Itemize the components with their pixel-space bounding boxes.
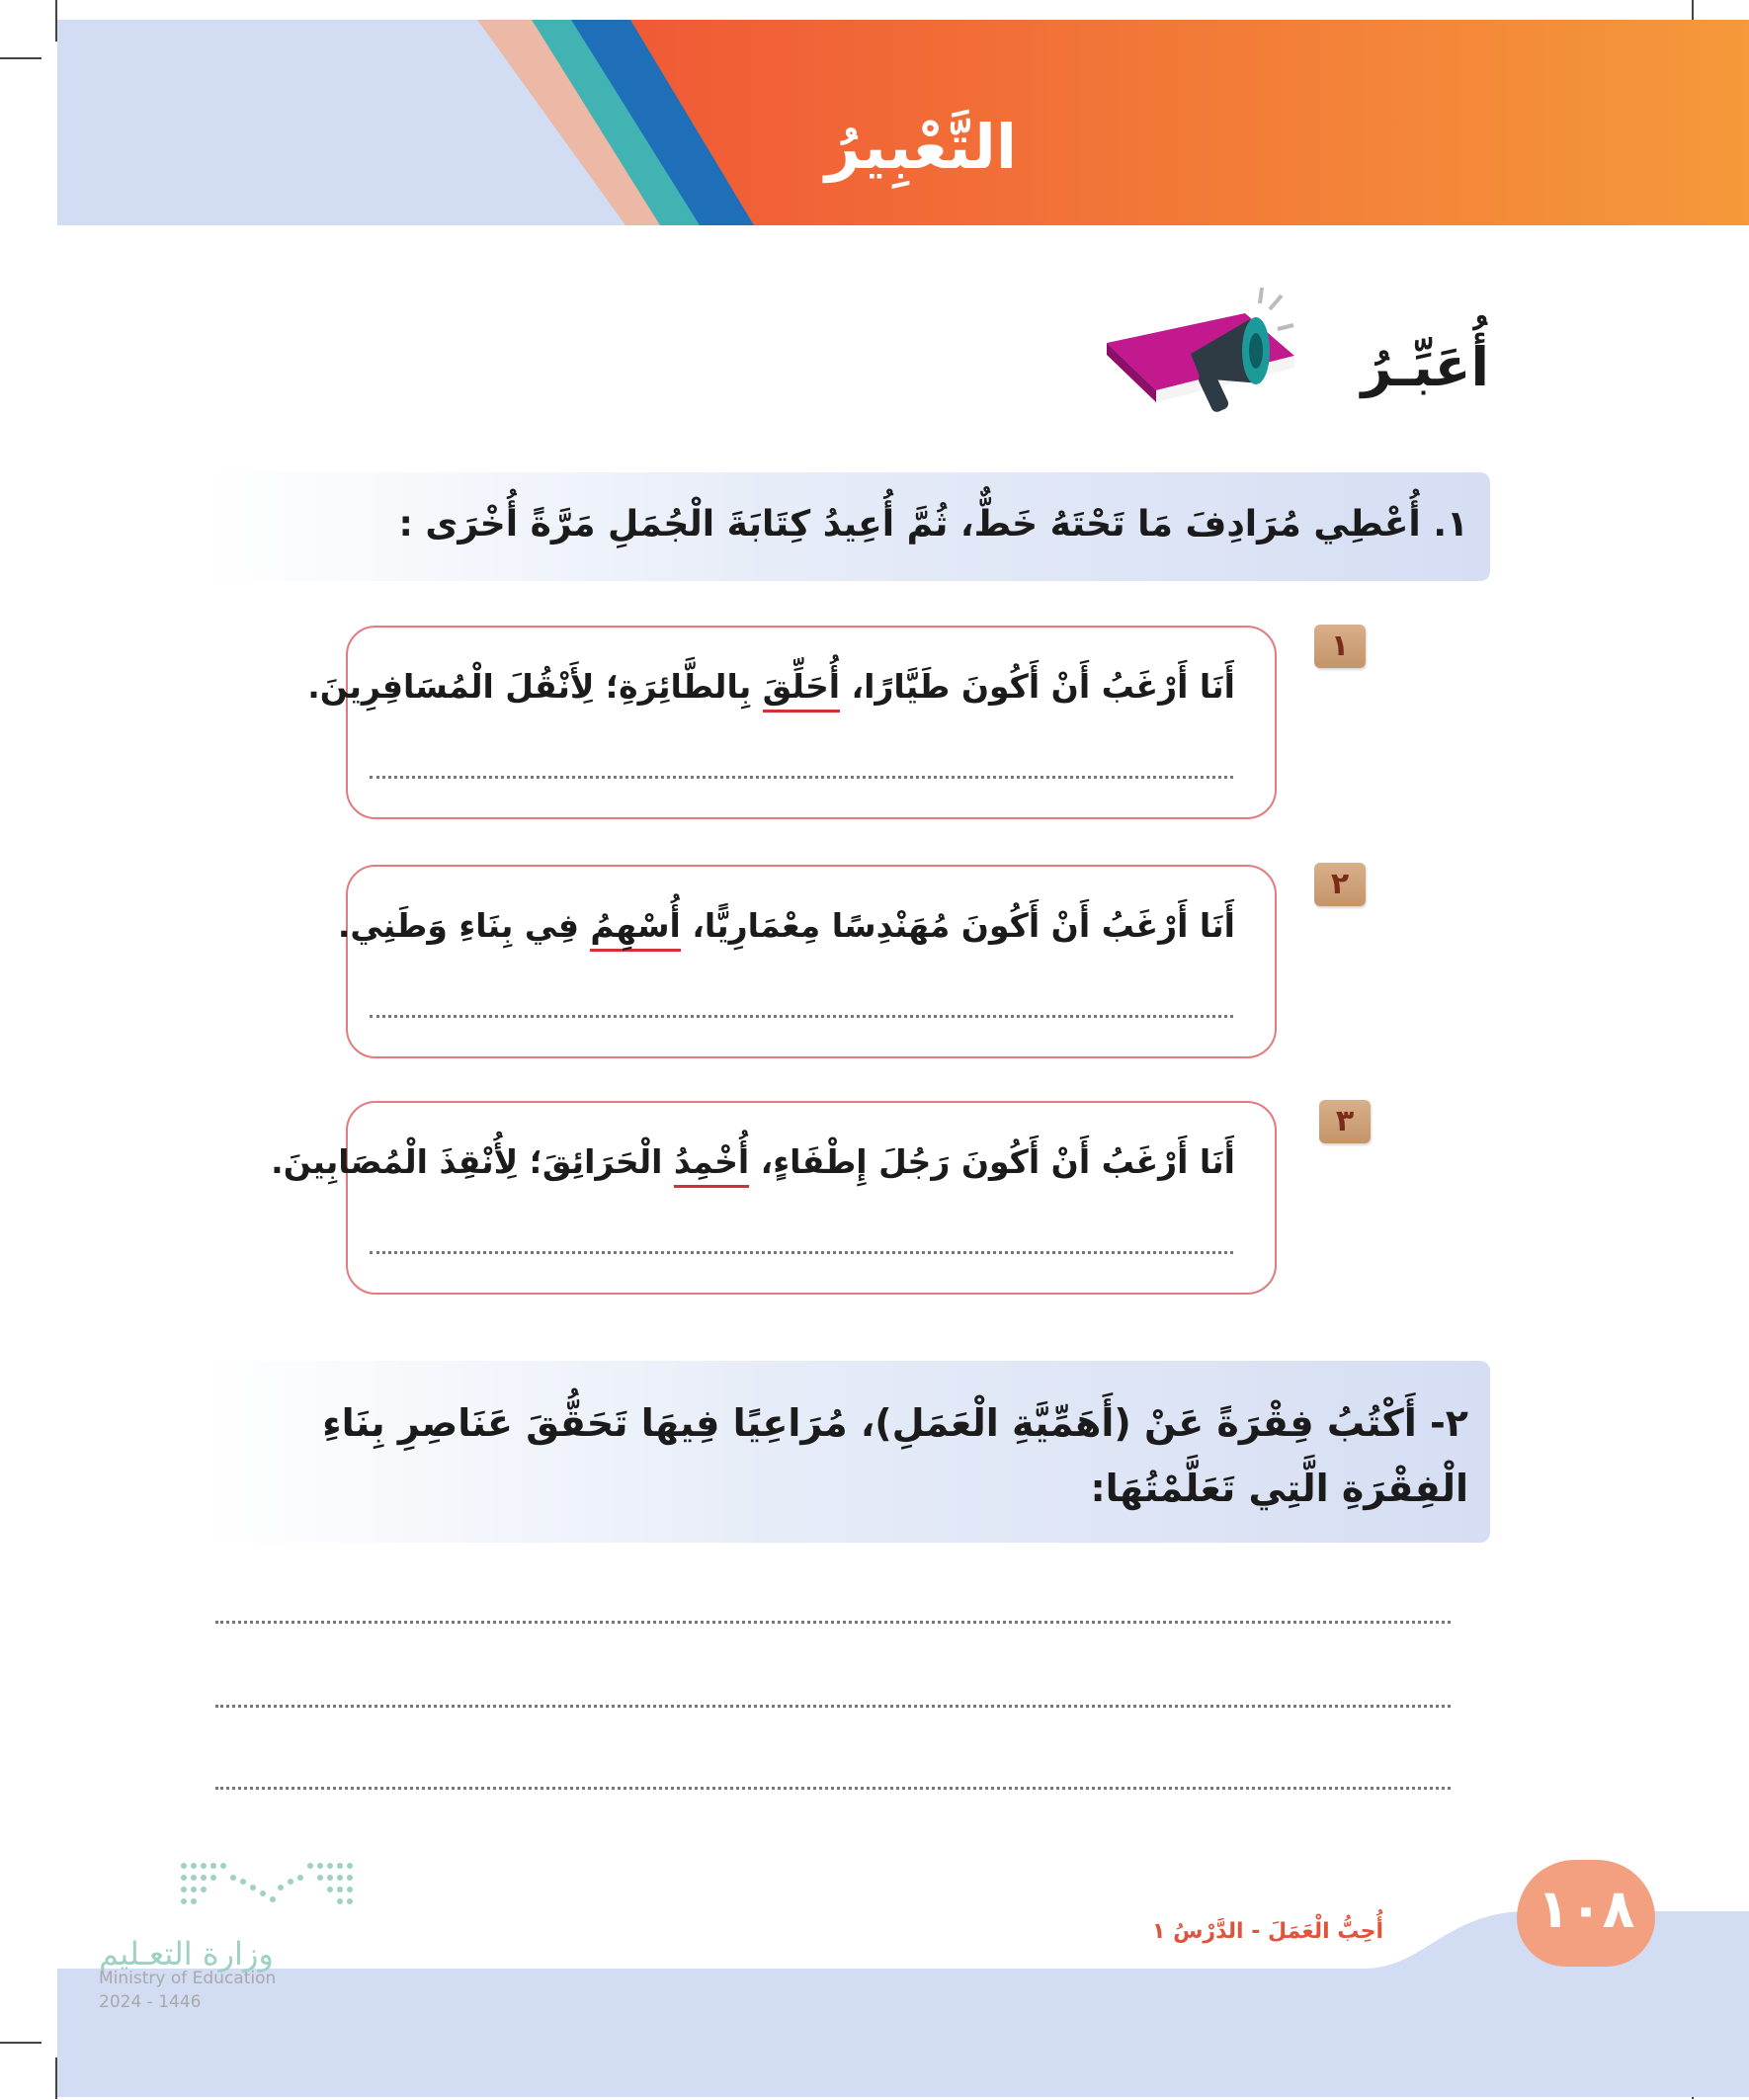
page-title-text: التَّعْبِيرُ — [824, 111, 1018, 183]
page-title — [57, 111, 1749, 183]
sentence-3-before: أَنَا أَرْغَبُ أَنْ أَكُونَ رَجُلَ إِطْفَاءٍ، — [749, 1142, 1235, 1181]
item-badge-2: ٢ — [1314, 863, 1366, 906]
page-number: ١٠٨ — [1537, 1878, 1635, 1940]
unit-lesson-label: أُحِبُّ الْعَمَلَ - الدَّرْسُ ١ — [1151, 1919, 1383, 1944]
sentence-2 — [338, 906, 1235, 945]
sentence-3-after: الْحَرَائِقَ؛ لِأُنْقِذَ الْمُصَابِينَ. — [271, 1142, 674, 1181]
exercise-2-text: أَكْتُبُ فِقْرَةً عَنْ (أَهَمِّيَّةِ الْعَمَلِ)، مُرَاعِيًا فِيهَا تَحَقُّقَ عَنَاصِرِ بِنَاءِ الْفِقْرَةِ الَّتِي تَعَلَّمْتُهَا: — [322, 1401, 1468, 1510]
section-heading: أُعَبِّـرُ — [1361, 336, 1489, 398]
edition-year: 2024 - 1446 — [99, 1992, 202, 2012]
footer-band — [57, 1969, 1749, 2097]
item-badge-3: ٣ — [1319, 1100, 1371, 1143]
sentence-2-underlined-word: أُسْهِمُ — [590, 906, 680, 952]
crop-mark — [0, 2042, 42, 2044]
writing-line-2[interactable] — [215, 1705, 1451, 1708]
sentence-card-2 — [337, 865, 1277, 1058]
book-megaphone-icon — [1097, 282, 1304, 434]
exercise-2-number: ٢- — [1430, 1401, 1468, 1445]
answer-line-1[interactable] — [370, 776, 1233, 779]
answer-line-2[interactable] — [370, 1015, 1233, 1018]
sentence-2-after: فِي بِنَاءِ وَطَنِي. — [337, 906, 591, 945]
sentence-2-before: أَنَا أَرْغَبُ أَنْ أَكُونَ مُهَنْدِسًا مِعْمَارِيًّا، — [680, 906, 1235, 945]
item-badge-1: ١ — [1314, 625, 1366, 668]
sentence-1-after: بِالطَّائِرَةِ؛ لِأَنْقُلَ الْمُسَافِرِينَ. — [307, 667, 763, 706]
sentence-card-1 — [307, 626, 1277, 819]
sentence-card-3 — [271, 1101, 1277, 1295]
ministry-logo-icon — [178, 1860, 356, 1925]
answer-line-3[interactable] — [370, 1251, 1233, 1254]
sentence-3-underlined-word: أُخْمِدُ — [674, 1142, 749, 1188]
exercise-2-instruction — [206, 1361, 1490, 1543]
ministry-name-english: Ministry of Education — [99, 1969, 277, 1988]
header-banner — [57, 20, 1749, 225]
exercise-1-instruction — [206, 472, 1490, 581]
sentence-1-before: أَنَا أَرْغَبُ أَنْ أَكُونَ طَيَّارًا، — [840, 667, 1235, 706]
writing-line-1[interactable] — [215, 1621, 1451, 1624]
ministry-name-arabic: وزارة التعـليم — [99, 1935, 274, 1973]
sentence-1 — [307, 667, 1235, 706]
exercise-1-text: أُعْطِي مُرَادِفَ مَا تَحْتَهُ خَطٌّ، ثُمَّ أُعِيدُ كِتَابَةَ الْجُمَلِ مَرَّةً أُخْرَى : — [398, 504, 1421, 545]
crop-mark — [0, 57, 42, 59]
page-number-badge — [1517, 1860, 1655, 1967]
sentence-3 — [271, 1142, 1235, 1181]
sentence-1-underlined-word: أُحَلِّقَ — [763, 667, 840, 713]
exercise-1-number: ١. — [1433, 504, 1468, 545]
writing-line-3[interactable] — [215, 1787, 1451, 1790]
